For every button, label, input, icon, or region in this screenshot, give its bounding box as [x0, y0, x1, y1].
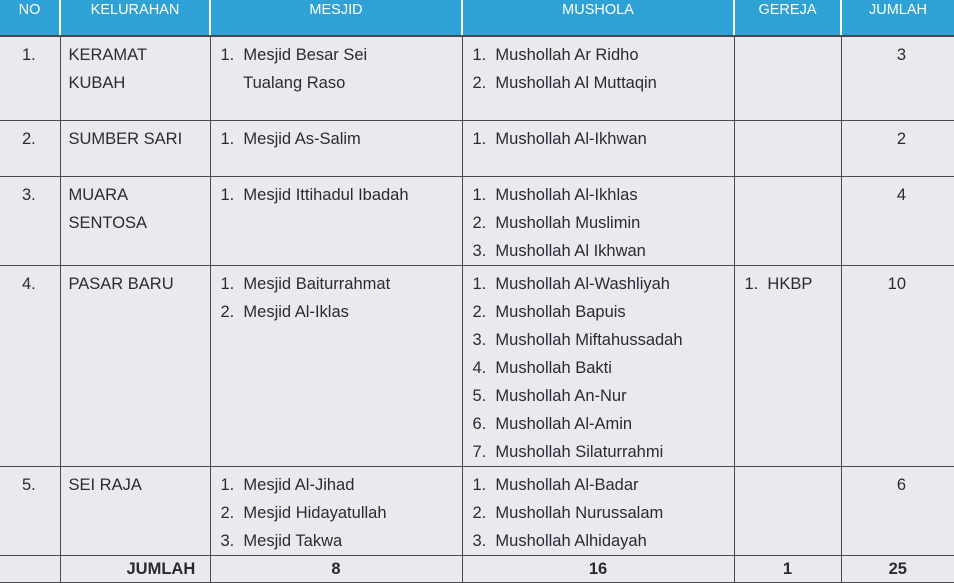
kelurahan-name: KERAMAT: [68, 46, 148, 64]
mesjid-item: Tualang Raso: [220, 74, 346, 92]
header-no: NO: [0, 0, 60, 36]
mushola-cell: [462, 265, 734, 466]
total-jumlah: 25: [841, 555, 954, 582]
mushola-item: 2. Mushollah Nurussalam: [472, 503, 664, 522]
mesjid-list: [211, 41, 462, 97]
mesjid-item: 2. Mesjid Hidayatullah: [220, 503, 387, 522]
kelurahan-name: SEI RAJA: [68, 475, 142, 494]
mesjid-item: 3. Mesjid Takwa: [220, 531, 343, 550]
table-row: [0, 176, 954, 265]
total-empty-cell: [0, 555, 60, 582]
mushola-cell: [462, 120, 734, 176]
mushola-item: 3. Mushollah Miftahussadah: [472, 330, 683, 349]
mushola-list: [463, 270, 734, 466]
mesjid-item: 1. Mesjid Baiturrahmat: [220, 274, 391, 293]
mesjid-list: [211, 270, 462, 326]
header-mesjid: MESJID: [210, 0, 462, 36]
gereja-cell: [734, 36, 841, 120]
mushola-list: [463, 41, 734, 97]
jumlah-cell: 2: [841, 120, 954, 176]
jumlah-cell: 3: [841, 36, 954, 120]
mushola-item: 1. Mushollah Al-Ikhwan: [472, 129, 647, 148]
mushola-cell: [462, 176, 734, 265]
mushola-list: [463, 125, 734, 153]
kelurahan-cell: [60, 265, 210, 466]
table-row: [0, 466, 954, 555]
mushola-cell: [462, 36, 734, 120]
table-row: [0, 265, 954, 466]
mesjid-list: [211, 125, 462, 153]
table-body: [0, 36, 954, 582]
total-gereja: 1: [734, 555, 841, 582]
total-row: [0, 555, 954, 582]
total-mushola: 16: [462, 555, 734, 582]
header-kelurahan: KELURAHAN: [60, 0, 210, 36]
mushola-item: 1. Mushollah Al-Washliyah: [472, 274, 670, 293]
mushola-item: 2. Mushollah Bapuis: [472, 302, 626, 321]
mushola-item: 2. Mushollah Al Muttaqin: [472, 74, 657, 92]
mesjid-item: 2. Mesjid Al-Iklas: [220, 302, 349, 321]
mushola-item: 1. Mushollah Al-Ikhlas: [472, 185, 638, 204]
mesjid-list: [211, 181, 462, 209]
mushola-item: 3. Mushollah Alhidayah: [472, 531, 647, 550]
mesjid-item: 1. Mesjid As-Salim: [220, 129, 361, 148]
table-row: [0, 36, 954, 120]
table-row: [0, 120, 954, 176]
mushola-item: 4. Mushollah Bakti: [472, 358, 612, 377]
mesjid-cell: [210, 265, 462, 466]
gereja-cell: [734, 176, 841, 265]
mesjid-cell: [210, 176, 462, 265]
header-gereja: GEREJA: [734, 0, 841, 36]
mushola-item: 2. Mushollah Muslimin: [472, 213, 641, 232]
mushola-item: 3. Mushollah Al Ikhwan: [472, 241, 646, 260]
header-mushola: MUSHOLA: [462, 0, 734, 36]
gereja-cell: [734, 466, 841, 555]
kelurahan-name: PASAR BARU: [68, 274, 174, 293]
mushola-item: 1. Mushollah Al-Badar: [472, 475, 639, 494]
mesjid-cell: [210, 120, 462, 176]
jumlah-cell: 4: [841, 176, 954, 265]
total-label: JUMLAH: [60, 555, 210, 582]
gereja-item: 1. HKBP: [744, 274, 813, 293]
kelurahan-cell: [60, 36, 210, 120]
mesjid-cell: [210, 466, 462, 555]
kelurahan-cell: [60, 120, 210, 176]
row-number: 2.: [0, 120, 60, 176]
jumlah-cell: 6: [841, 466, 954, 555]
mushola-cell: [462, 466, 734, 555]
kelurahan-name: KUBAH: [68, 74, 126, 92]
kelurahan-name: SUMBER SARI: [68, 129, 183, 148]
row-number: 1.: [0, 36, 60, 120]
mushola-list: [463, 181, 734, 265]
mushola-item: 5. Mushollah An-Nur: [472, 386, 627, 405]
gereja-cell: [734, 120, 841, 176]
mesjid-list: [211, 471, 462, 555]
kelurahan-cell: [60, 466, 210, 555]
row-number: 5.: [0, 466, 60, 555]
mushola-item: 7. Mushollah Silaturrahmi: [472, 442, 664, 461]
mushola-item: 6. Mushollah Al-Amin: [472, 414, 633, 433]
mesjid-item: 1. Mesjid Besar Sei: [220, 46, 368, 64]
kelurahan-name: MUARA: [68, 185, 129, 204]
row-number: 3.: [0, 176, 60, 265]
total-mesjid: 8: [210, 555, 462, 582]
mesjid-item: 1. Mesjid Al-Jihad: [220, 475, 355, 494]
mesjid-item: 1. Mesjid Ittihadul Ibadah: [220, 185, 409, 204]
row-number: 4.: [0, 265, 60, 466]
gereja-cell: [734, 265, 841, 466]
kelurahan-name: SENTOSA: [68, 213, 148, 232]
mushola-list: [463, 471, 734, 555]
header-row: [0, 0, 954, 36]
kelurahan-cell: [60, 176, 210, 265]
header-jumlah: JUMLAH: [841, 0, 954, 36]
gereja-list: [735, 270, 841, 298]
mesjid-cell: [210, 36, 462, 120]
jumlah-cell: 10: [841, 265, 954, 466]
mushola-item: 1. Mushollah Ar Ridho: [472, 46, 639, 64]
